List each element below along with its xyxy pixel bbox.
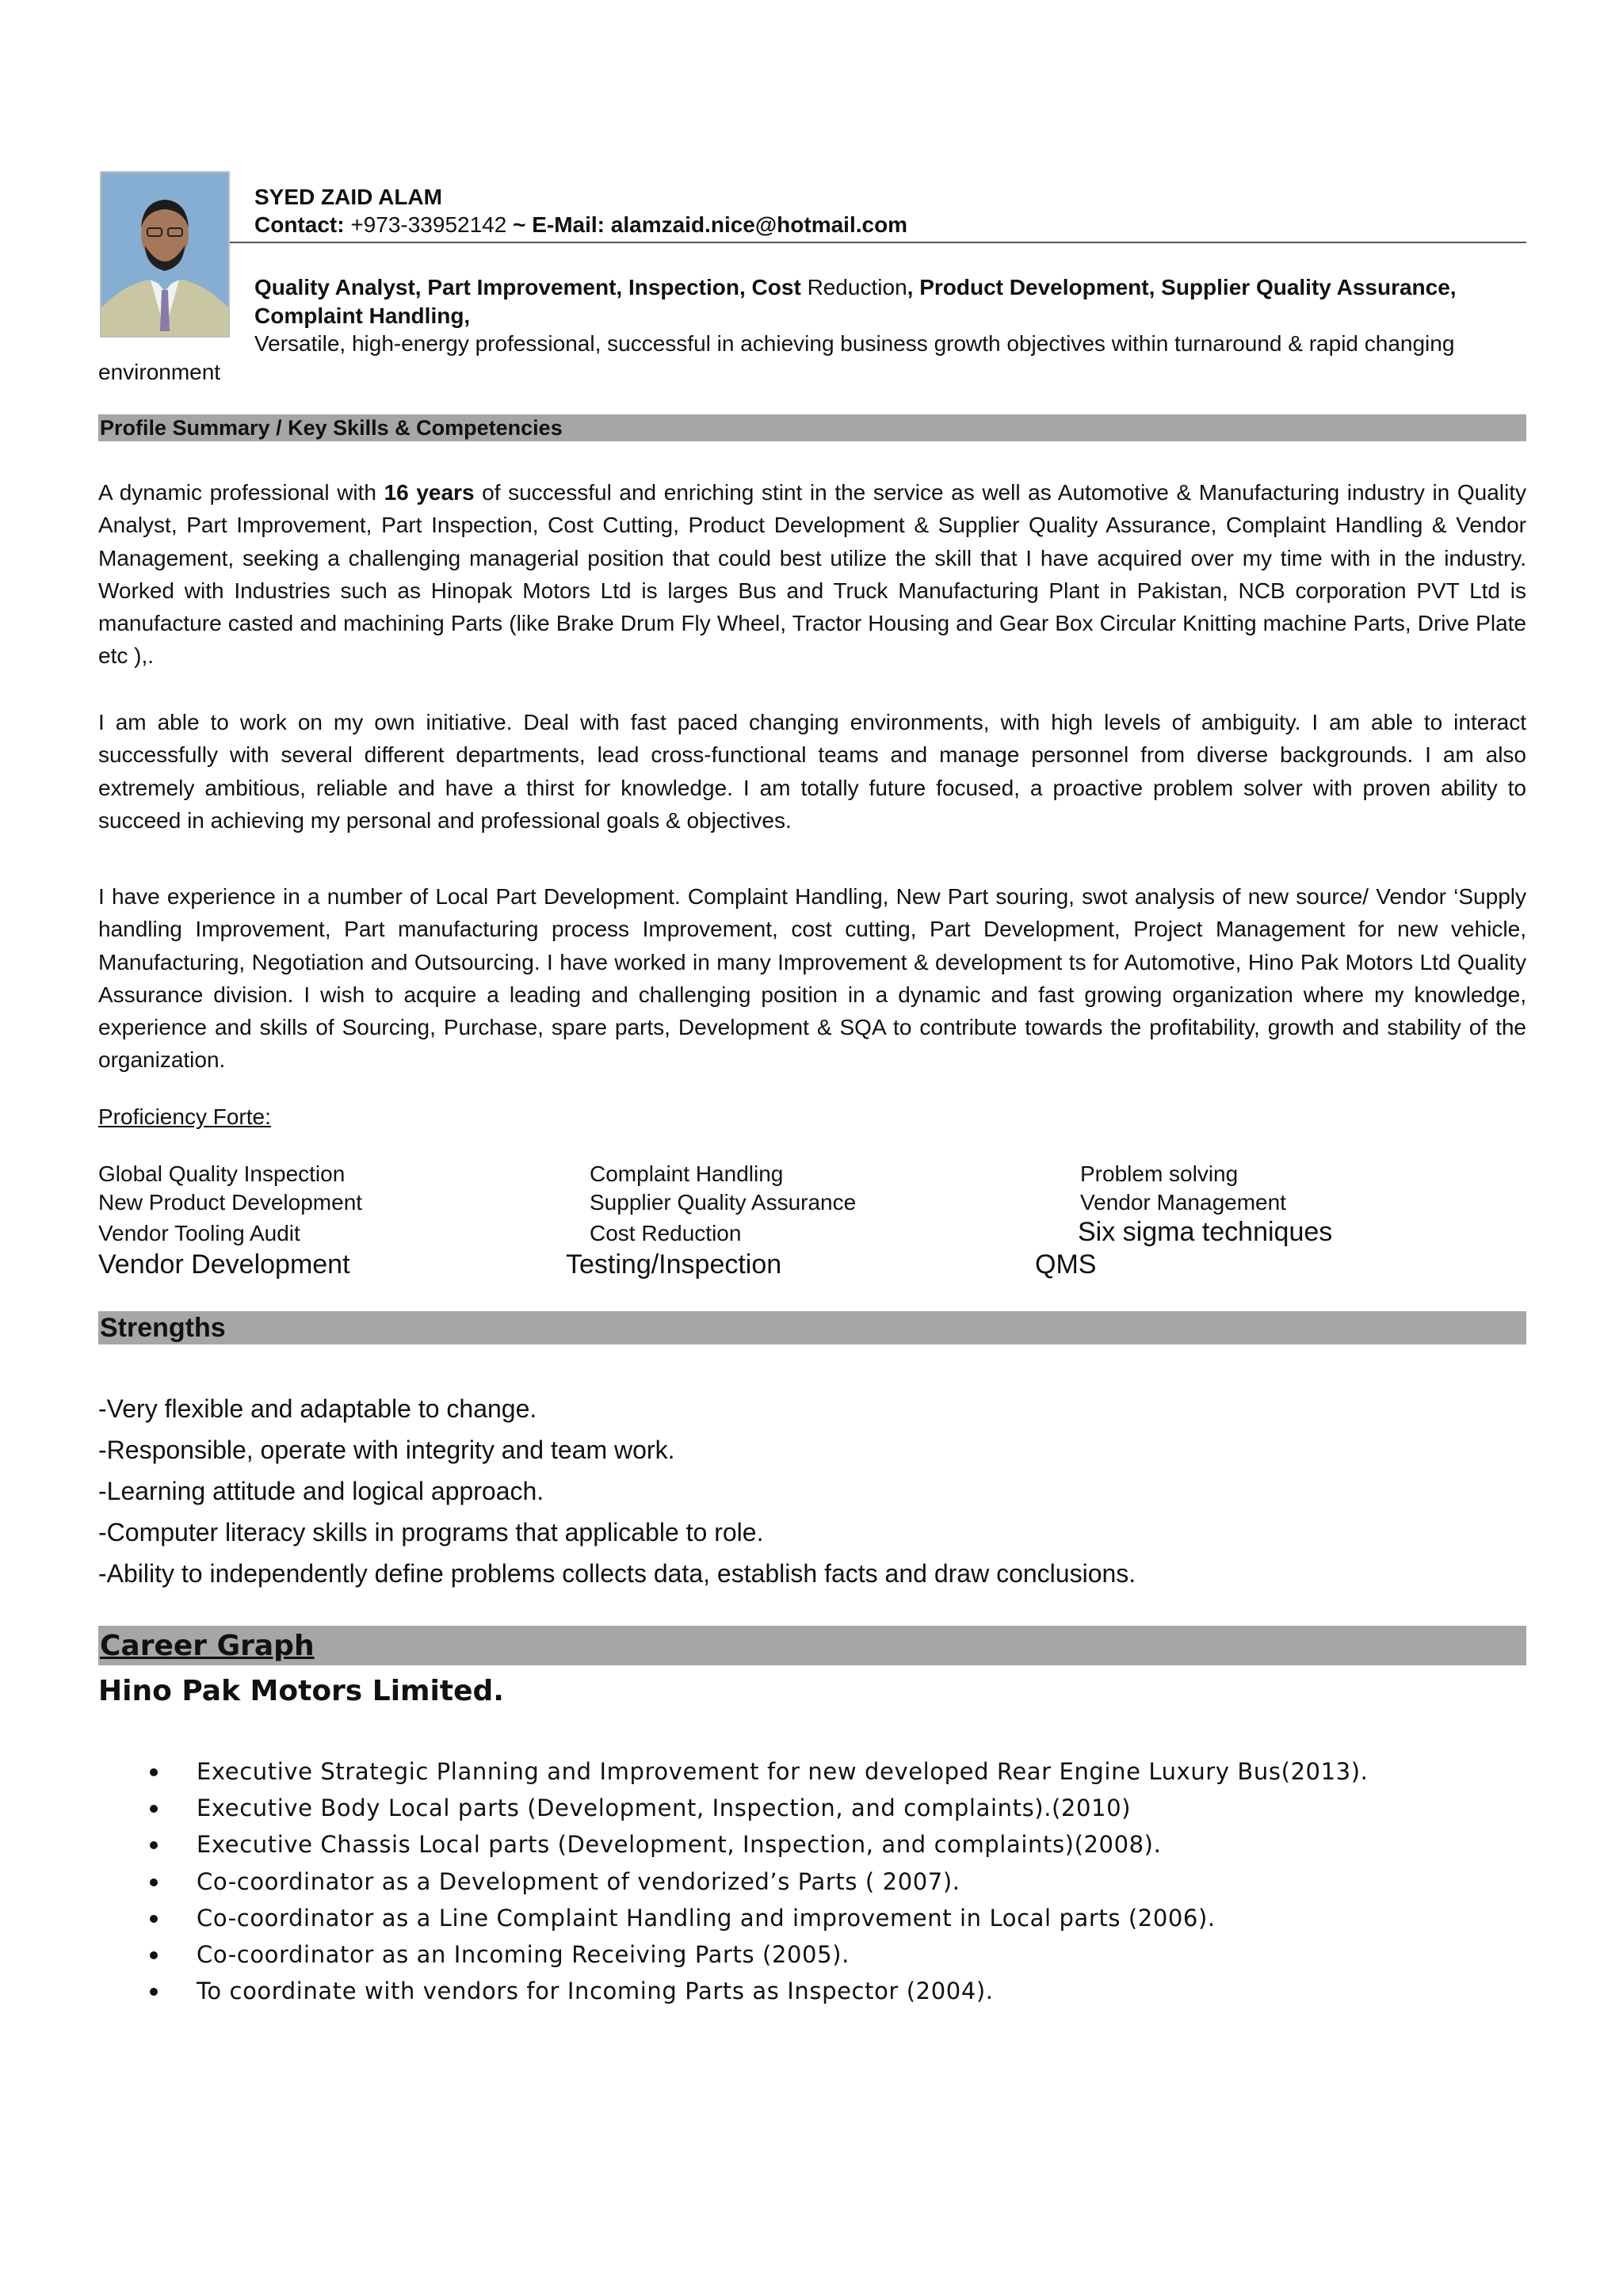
career-item-text: Executive Chassis Local parts (Development, Inspection, and complaints)(2008). [197, 1831, 1162, 1859]
profile-heading: Profile Summary / Key Skills & Competencies [100, 416, 563, 440]
profile-paragraph-1 [98, 476, 1526, 673]
skill-item: Six sigma techniques [1078, 1217, 1333, 1247]
p1-years: 16 years [384, 480, 475, 505]
career-item [0, 1863, 1623, 1900]
profile-paragraph-3: I have experience in a number of Local Part Development. Complaint Handling, New Part souring, swot analysis of new source/ Vendor ‘Supply handling Improvement, Part manufacturing process Improvement, cost cutting, Part Development, Project Management for new vehicle, Manufacturing, Negotiation and Outsourcing. I have worked in many Improvement & development ts for Automotive, Hino Pak Motors Ltd Quality Assurance division. I wish to acquire a leading and challenging position in a dynamic and fast growing organization where my knowledge, experience and skills of Sourcing, Purchase, spare parts, Development & SQA to contribute towards the profitability, growth and stability of the organization. [98, 884, 1526, 1073]
career-item [0, 1790, 1623, 1826]
strength-item: -Ability to independently define problems collects data, establish facts and draw conclusions. [98, 1559, 1136, 1588]
company-name: Hino Pak Motors Limited. [98, 1675, 504, 1707]
profile-paragraph-2: I am able to work on my own initiative. Deal with fast paced changing environments, with high levels of ambiguity. I am able to interact successfully with several different departments, lead cross-functional teams and manage personnel from diverse backgrounds. I am also extremely ambitious, reliable and have a thirst for knowledge. I am totally future focused, a proactive problem solver with proven ability to succeed in achieving my personal and professional goals & objectives. [98, 710, 1526, 833]
skill-item: Global Quality Inspection [98, 1161, 346, 1186]
career-heading: Career Graph [100, 1630, 315, 1662]
strength-item: -Computer literacy skills in programs that applicable to role. [98, 1518, 764, 1547]
headline-part-c: , Product Development, Supplier Quality Assurance, Complaint Handling, [254, 275, 1457, 328]
career-item-text: Co-coordinator as a Line Complaint Handling and improvement in Local parts (2006). [197, 1904, 1216, 1932]
skill-item: Problem solving [1080, 1161, 1239, 1186]
career-item-text: To coordinate with vendors for Incoming Parts as Inspector (2004). [197, 1978, 994, 2005]
bullet-icon [150, 1768, 158, 1776]
headline [254, 273, 1526, 330]
bullet-icon [150, 1951, 158, 1959]
strengths-heading: Strengths [100, 1313, 226, 1343]
p1-text-b: of successful and enriching stint in the service as well as Automotive & Manufacturing industry in Quality Analyst, Part Improvement, Part Inspection, Cost Cutting, Product Development & Supplier Quality Assurance, Complaint Handling & Vendor Management, seeking a challenging managerial position that could best utilize the skill that I have acquired over my time with in the industry. Worked with Industries such as Hinopak Motors Ltd is larges Bus and Truck Manufacturing Plant in Pakistan, NCB corporation PVT Ltd is manufacture casted and machining Parts (like Brake Drum Fly Wheel, Tractor Housing and Gear Box Circular Knitting machine Parts, Drive Plate etc ),. [98, 480, 1526, 669]
strength-item: -Responsible, operate with integrity and team work. [98, 1436, 675, 1464]
skill-item: Supplier Quality Assurance [590, 1190, 857, 1215]
career-item-text: Executive Strategic Planning and Improvement for new developed Rear Engine Luxury Bus(2013). [197, 1758, 1369, 1785]
skill-item: New Product Development [98, 1190, 363, 1215]
career-item [0, 1973, 1623, 2009]
skill-item: Cost Reduction [590, 1221, 742, 1245]
strength-item: -Learning attitude and logical approach. [98, 1477, 544, 1505]
skill-item: Vendor Development [98, 1249, 350, 1280]
email-label[interactable]: ~ E-Mail: alamzaid.nice@hotmail.com [513, 212, 908, 237]
career-item [0, 1826, 1623, 1863]
contact-label: Contact: [254, 212, 345, 237]
section-bar-strengths [98, 1311, 1526, 1344]
headline-part-a: Quality Analyst, Part Improvement, Inspection, Cost [254, 275, 808, 299]
section-bar-career [98, 1626, 1526, 1665]
career-item-text: Co-coordinator as an Incoming Receiving Parts (2005). [197, 1940, 850, 1968]
p1-text-a: A dynamic professional with [98, 480, 384, 505]
bullet-icon [150, 1988, 158, 1996]
tagline: Versatile, high-energy professional, successful in achieving business growth objectives within turnaround & rapid changing environment [98, 331, 1455, 384]
career-item [0, 1753, 1623, 1790]
skill-item: Vendor Management [1080, 1190, 1286, 1215]
headline-part-b: Reduction [807, 275, 907, 299]
skill-item: Testing/Inspection [566, 1249, 782, 1280]
contact-line [254, 212, 907, 238]
phone-number: +973-33952142 [350, 212, 507, 237]
bullet-icon [150, 1805, 158, 1813]
skill-item: Vendor Tooling Audit [98, 1221, 300, 1245]
bullet-icon [150, 1915, 158, 1923]
bullet-icon [150, 1841, 158, 1849]
bullet-icon [150, 1878, 158, 1886]
candidate-name: SYED ZAID ALAM [254, 185, 442, 209]
skill-item: QMS [1035, 1249, 1097, 1280]
career-item-text: Executive Body Local parts (Development, Inspection, and complaints).(2010) [197, 1794, 1132, 1822]
strength-item: -Very flexible and adaptable to change. [98, 1394, 537, 1423]
proficiency-heading: Proficiency Forte: [98, 1104, 271, 1129]
header-divider [230, 242, 1526, 243]
career-item [0, 1936, 1623, 1973]
career-item [0, 1900, 1623, 1936]
career-item-text: Co-coordinator as a Development of vendorized’s Parts ( 2007). [197, 1867, 960, 1895]
career-list [0, 1753, 1623, 2009]
section-bar-profile [98, 414, 1526, 441]
skill-item: Complaint Handling [590, 1161, 784, 1186]
profile-photo [100, 171, 230, 338]
